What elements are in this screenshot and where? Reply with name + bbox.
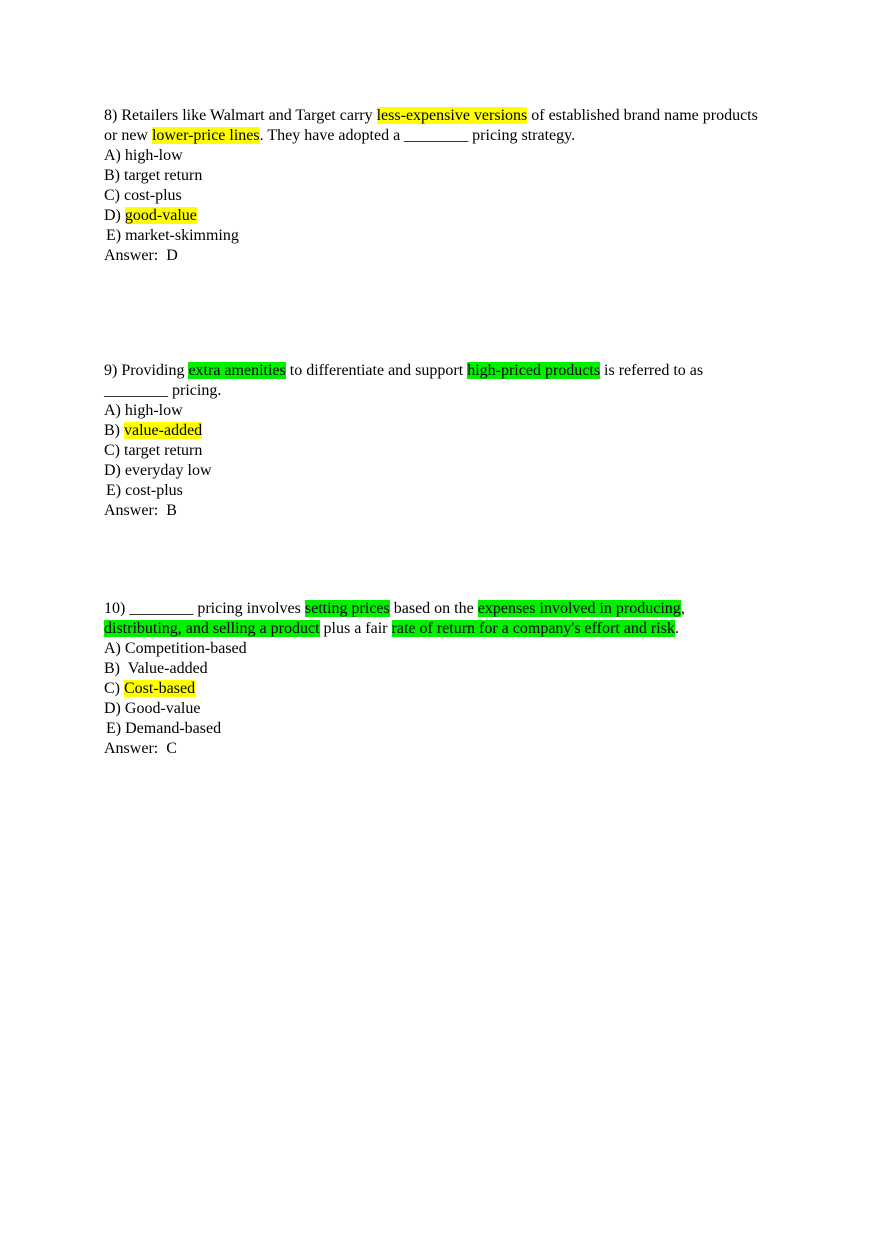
option-c xyxy=(104,679,764,699)
option-letter: D) xyxy=(104,207,121,224)
question-10 xyxy=(104,599,764,759)
option-a xyxy=(104,639,764,659)
option-letter: B) xyxy=(104,422,120,439)
option-b xyxy=(104,421,764,441)
option-letter: C) xyxy=(104,680,120,697)
stem-highlight-segment: distributing, and selling a product xyxy=(104,620,320,637)
question-9-answer: Answer: B xyxy=(104,502,177,519)
option-letter: E) xyxy=(106,720,122,737)
option-letter: D) xyxy=(104,462,121,479)
option-letter: B) xyxy=(104,660,120,677)
question-10-stem xyxy=(104,599,764,639)
option-letter: C) xyxy=(104,442,120,459)
stem-highlight-segment: extra amenities xyxy=(188,362,286,379)
question-8-answer: Answer: D xyxy=(104,247,178,264)
option-text-highlighted: Cost-based xyxy=(124,680,196,697)
option-letter: B) xyxy=(104,167,120,184)
stem-segment: of established brand name products or new xyxy=(104,107,758,144)
option-text: Good-value xyxy=(124,700,201,717)
question-9-stem xyxy=(104,361,764,401)
stem-segment: 9) Providing xyxy=(104,362,189,379)
stem-highlight-segment: rate of return for a company's effort and risk xyxy=(391,620,675,637)
option-letter: C) xyxy=(104,187,120,204)
question-9 xyxy=(104,361,764,521)
option-text: target return xyxy=(124,442,203,459)
option-text: high-low xyxy=(124,147,183,164)
option-d xyxy=(104,461,764,481)
stem-segment: , xyxy=(680,600,685,617)
option-e xyxy=(104,481,764,501)
option-b xyxy=(104,166,764,186)
option-letter: E) xyxy=(106,227,122,244)
option-a xyxy=(104,401,764,421)
option-text: market-skimming xyxy=(125,227,239,244)
stem-segment: to differentiate and support xyxy=(285,362,468,379)
question-8 xyxy=(104,106,764,266)
option-letter: A) xyxy=(104,640,121,657)
option-text: everyday low xyxy=(124,462,212,479)
option-a xyxy=(104,146,764,166)
option-text-highlighted: good-value xyxy=(124,207,197,224)
option-text-highlighted: value-added xyxy=(124,422,203,439)
stem-segment: based on the xyxy=(389,600,478,617)
option-text: Value-added xyxy=(124,660,208,677)
option-text: Demand-based xyxy=(125,720,222,737)
stem-segment: 8) Retailers like Walmart and Target carry xyxy=(104,107,377,124)
stem-segment: is referred to as ________ pricing. xyxy=(104,362,704,399)
option-letter: A) xyxy=(104,147,121,164)
stem-highlight-segment: setting prices xyxy=(304,600,390,617)
option-text: target return xyxy=(124,167,203,184)
option-text: cost-plus xyxy=(124,187,182,204)
option-c xyxy=(104,186,764,206)
option-d xyxy=(104,206,764,226)
question-10-answer: Answer: C xyxy=(104,740,177,757)
option-c xyxy=(104,441,764,461)
stem-highlight-segment: lower-price lines xyxy=(151,127,260,144)
option-e xyxy=(104,719,764,739)
option-d xyxy=(104,699,764,719)
stem-highlight-segment: expenses involved in producing xyxy=(477,600,681,617)
option-text: cost-plus xyxy=(125,482,183,499)
option-b xyxy=(104,659,764,679)
option-letter: A) xyxy=(104,402,121,419)
option-text: Competition-based xyxy=(124,640,247,657)
option-text: high-low xyxy=(124,402,183,419)
option-e xyxy=(104,226,764,246)
stem-segment: 10) ________ pricing involves xyxy=(104,600,305,617)
option-letter: E) xyxy=(106,482,122,499)
option-letter: D) xyxy=(104,700,121,717)
stem-segment: plus a fair xyxy=(319,620,392,637)
stem-highlight-segment: high-priced products xyxy=(467,362,601,379)
question-8-stem xyxy=(104,106,764,146)
stem-segment: . xyxy=(674,620,679,637)
stem-segment: . They have adopted a ________ pricing strategy. xyxy=(259,127,576,144)
stem-highlight-segment: less-expensive versions xyxy=(376,107,528,124)
